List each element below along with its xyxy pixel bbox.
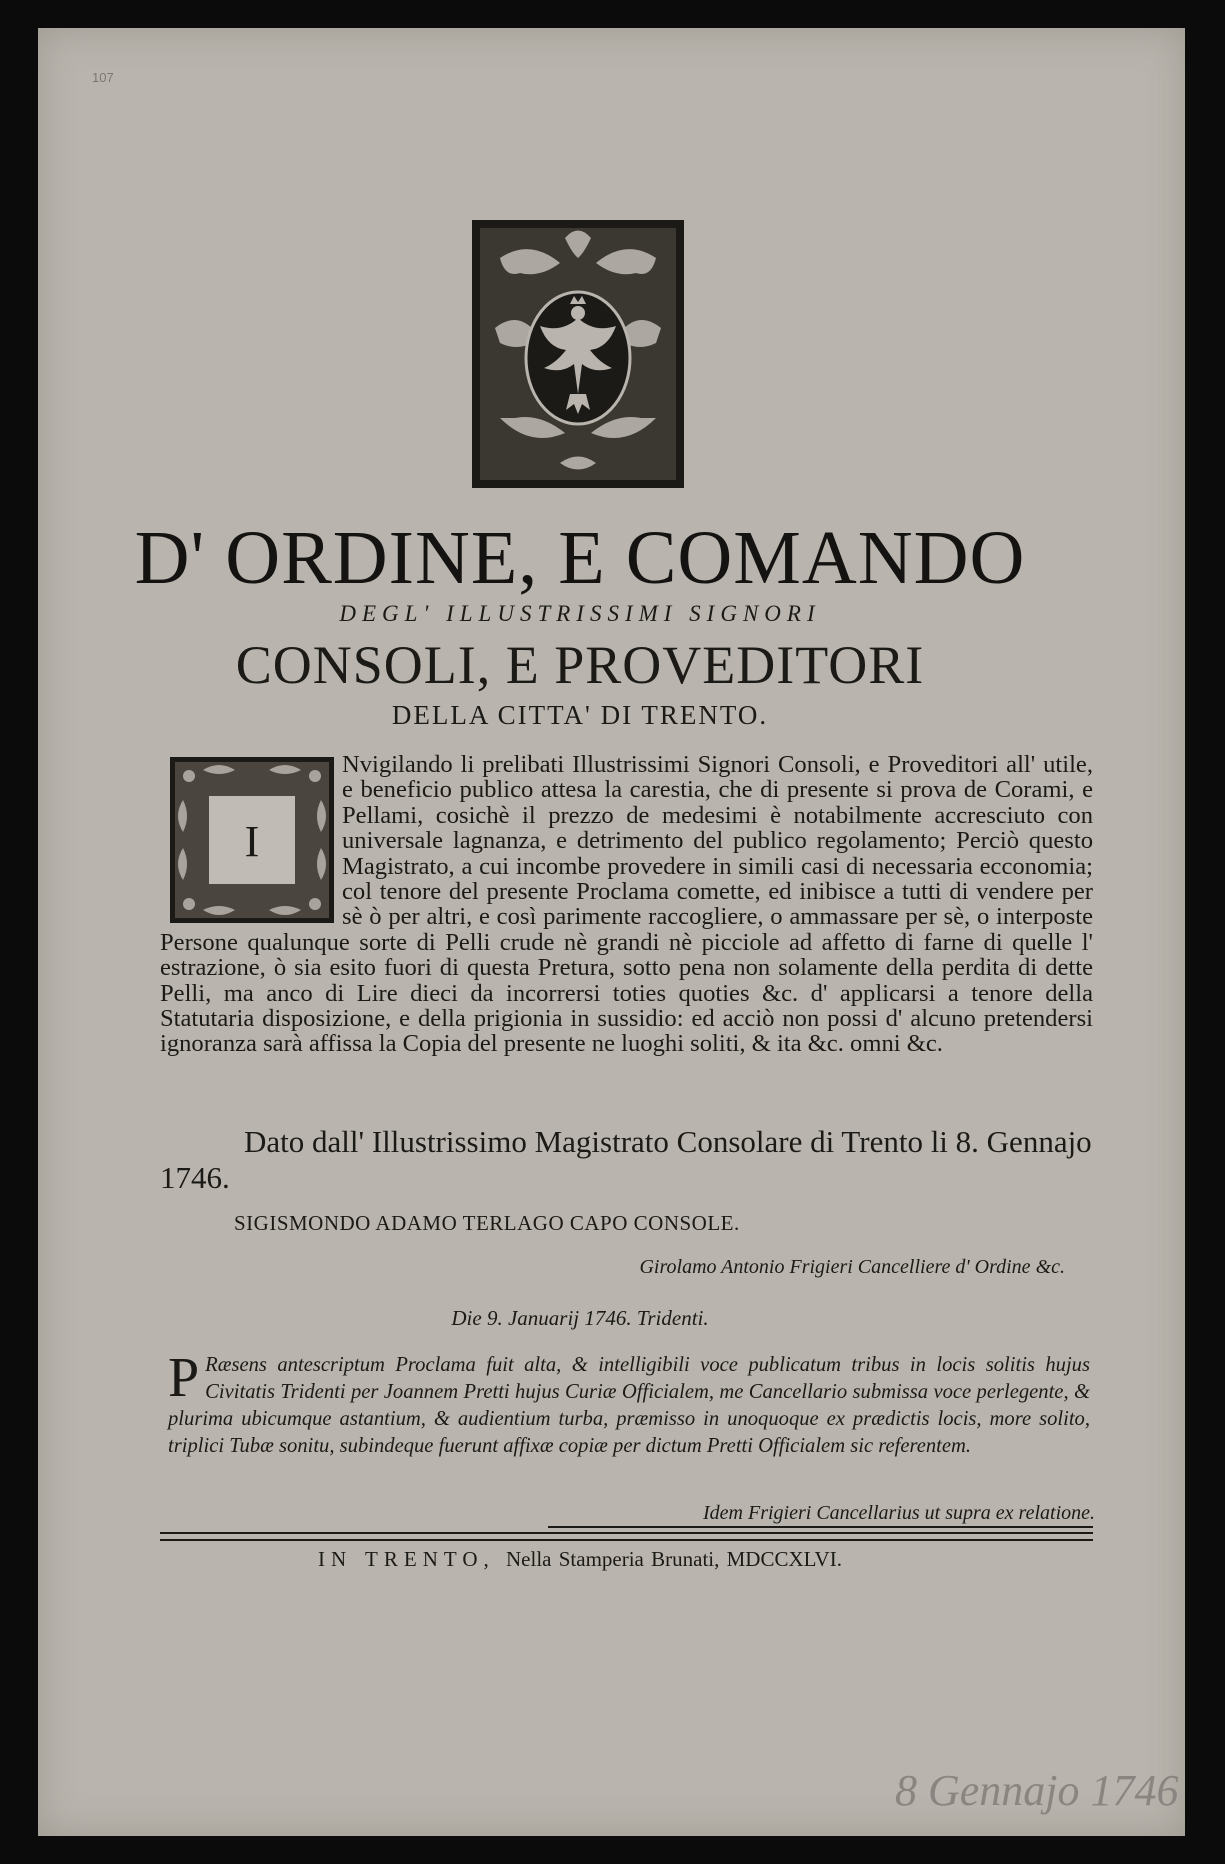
relation-signature: Idem Frigieri Cancellarius ut supra ex relatione. [703, 1502, 1095, 1524]
proclamation-body: Nvigilando li prelibati Illustrissimi Signori Consoli, e Proveditori all' utile, e beneficio publico attesa la carestia, che di presente si prova de Corami, e Pellami, cosichè il prezzo de medesimi è notabilmente accresciuto con universale lagnanza, e detrimento del publico regolamento; Perciò questo Magistrato, a cui incombe provedere in simili casi di necessaria ecconomia; col tenore del presente Proclama comette, ed inibisce a tutti di vendere per sè ò per altri, e così parimente raccogliere, o ammassare per sè, o interposte Persone qualunque sorte di Pelli crude nè grandi nè picciole ad affetto di farne di quelle l' estrazione, ò sia esito fuori di questa Pretura, sotto pena non solamente della perdita di dette Pelli, ma anco di Lire dieci da incorrersi toties quoties &c. d' applicarsi a tenore della Statutaria disposizione, e della prigionia in sussidio: ed acciò non possi d' alcuno pretendersi ignoranza sarà affissa la Copia del presente ne luoghi soliti, & ita &c. omni &c. [160, 751, 1093, 1058]
proclamation-authority: CONSOLI, E PROVEDITORI [235, 635, 925, 695]
publication-date: Die 9. Januarij 1746. Tridenti. [451, 1306, 709, 1330]
imprint-rule-bottom [160, 1539, 1093, 1541]
printer-imprint [100, 1547, 1060, 1572]
imprint-year: MDCCXLVI. [726, 1547, 842, 1571]
proclamation-city: DELLA CITTA' DI TRENTO. [391, 700, 769, 730]
proclamation-subtitle: DEGL' ILLUSTRISSIMI SIGNORI [339, 601, 821, 626]
pencil-note-top: 107 [92, 70, 114, 85]
signature-rule [548, 1526, 1093, 1528]
imprint-city: IN TRENTO, [318, 1547, 495, 1571]
issue-statement: Dato dall' Illustrissimo Magistrato Consolare di Trento li 8. Gennajo 1746. [160, 1124, 1092, 1195]
imprint-rule-top [160, 1532, 1093, 1534]
pencil-note-bottom: 8 Gennajo 1746 [895, 1766, 1179, 1815]
latin-publication-notice [168, 1347, 1090, 1460]
latin-initial: P [168, 1347, 200, 1409]
latin-text: Ræsens antescriptum Proclama fuit alta, & intelligibili voce publicatum tribus in locis solitis hujus Civitatis Tridenti per Joannem Pretti hujus Curiæ Officialem, me Cancellario submissa voce perlegente, & plurima ubicumque astantium, & audientium turba, præmisso in unoquoque ex prædictis locis, more solito, triplici Tubæ sonitu, subindeque fuerunt affixæ copiæ per dictum Pretti Officialem sic referentem. [168, 1354, 1090, 1457]
coat-of-arms-woodcut [470, 218, 686, 490]
proclamation-title: D' ORDINE, E COMANDO [134, 516, 1026, 600]
chancellor-signature: Girolamo Antonio Frigieri Cancelliere d' Ordine &c. [639, 1256, 1065, 1278]
imprint-printer: Nella Stamperia Brunati, [506, 1547, 720, 1571]
chief-consul-signature: SIGISMONDO ADAMO TERLAGO CAPO CONSOLE. [234, 1211, 740, 1235]
drop-cap-letter: I [244, 817, 260, 866]
